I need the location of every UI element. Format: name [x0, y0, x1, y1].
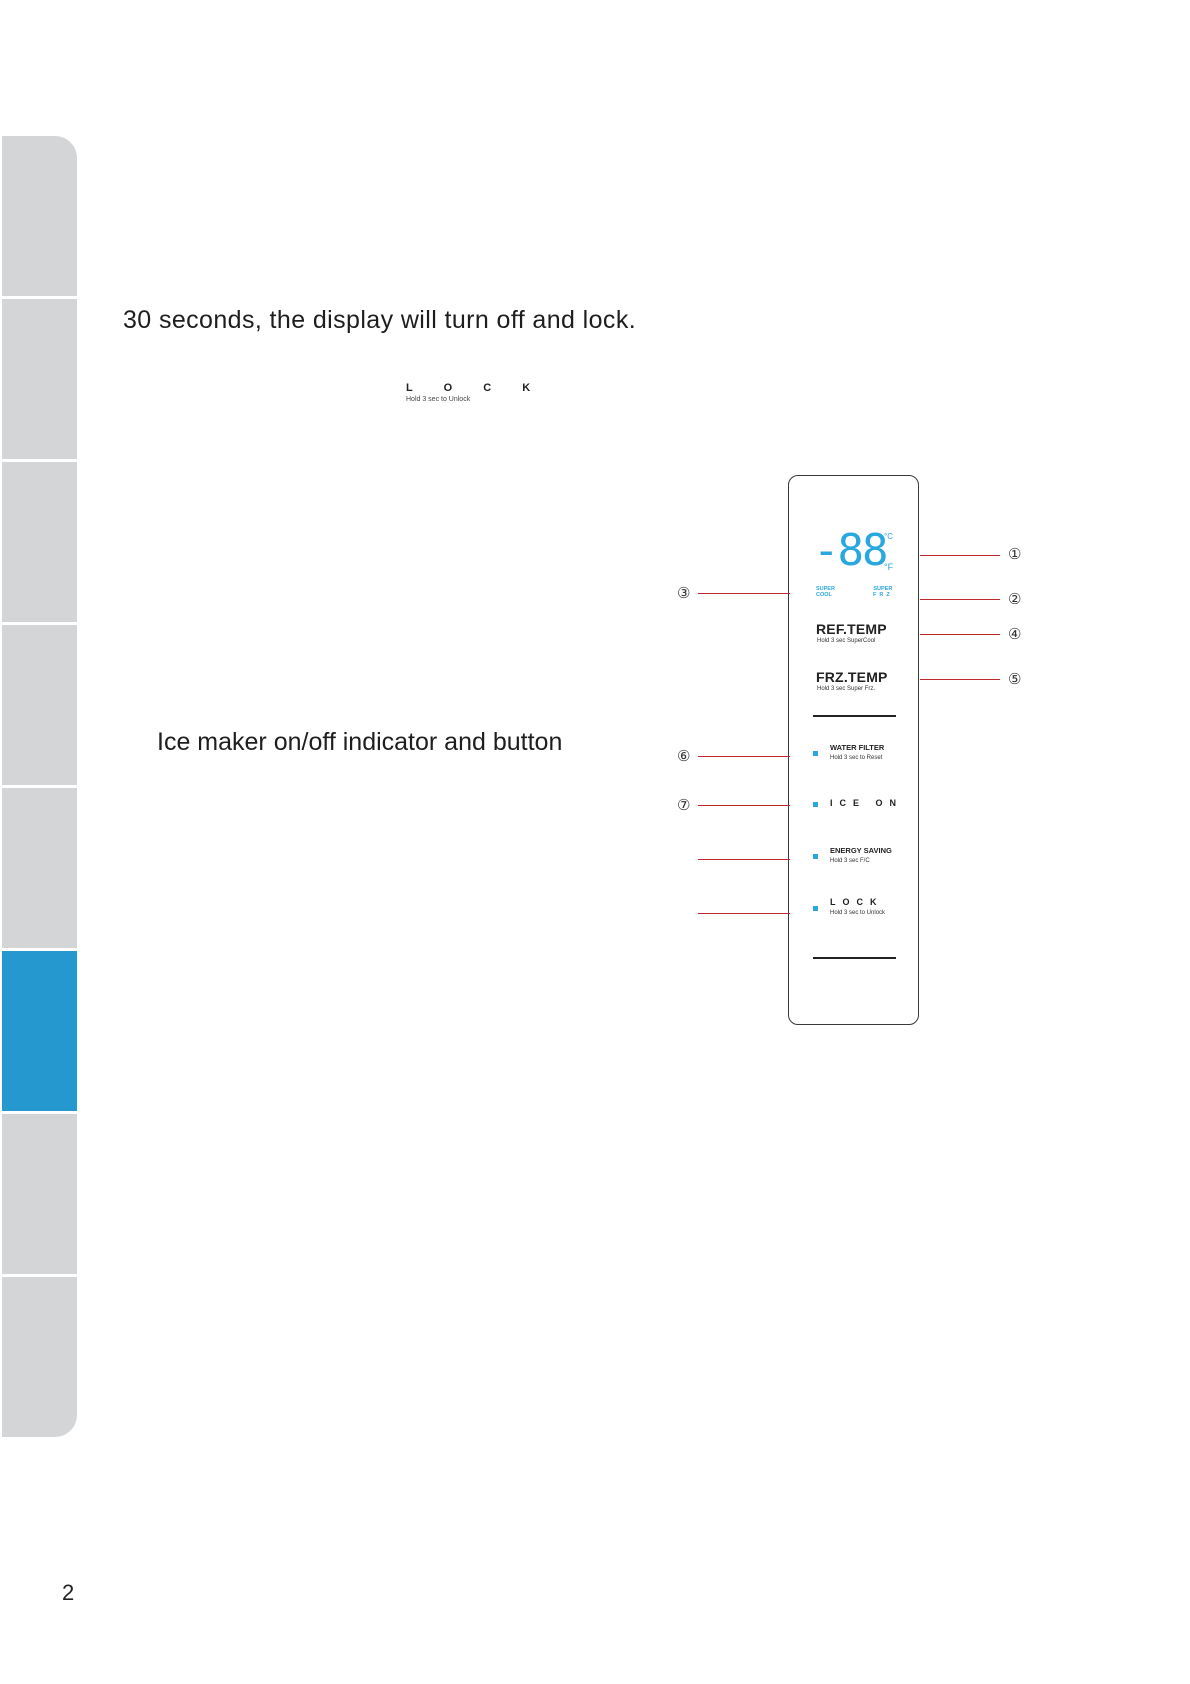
lock-sub: Hold 3 sec to Unlock [830, 910, 886, 916]
lock-indicator [813, 906, 818, 911]
lock-badge-illustration [406, 382, 544, 403]
section-tab-7[interactable] [2, 1114, 77, 1274]
super-frz-indicator [873, 586, 893, 598]
section-tab-3[interactable] [2, 462, 77, 622]
control-panel [788, 475, 919, 1025]
section-tab-1[interactable] [2, 136, 77, 296]
ref-temp-sub: Hold 3 sec SuperCool [817, 638, 876, 644]
leader-line-5 [920, 679, 1000, 680]
super-frz-line2: FRZ [873, 592, 893, 599]
ice-on-button[interactable]: ICE ON [830, 798, 904, 808]
lock-badge-sub: Hold 3 sec to Unlock [406, 396, 471, 403]
leader-line-2 [920, 599, 1000, 600]
leader-line-6 [698, 756, 790, 757]
leader-line-4 [920, 634, 1000, 635]
energy-saving-sub: Hold 3 sec F/C [830, 858, 870, 864]
callout-4: ④ [1008, 625, 1022, 643]
super-frz-line1: SUPER [873, 586, 893, 592]
leader-line-8 [698, 859, 790, 860]
leader-line-9 [698, 913, 790, 914]
energy-saving-indicator [813, 854, 818, 859]
lock-button[interactable]: LOCK [830, 897, 884, 907]
leader-line-1 [920, 555, 1000, 556]
intro-text: 30 seconds, the display will turn off and lock. [123, 306, 637, 334]
callout-1: ① [1008, 545, 1022, 563]
callout-2: ② [1008, 590, 1022, 608]
section-tab-6-active[interactable] [2, 951, 77, 1111]
callout-3: ③ [677, 584, 691, 602]
ice-maker-description: Ice maker on/off indicator and button [157, 728, 563, 756]
unit-celsius: °C [884, 532, 893, 541]
energy-saving-button[interactable]: ENERGY SAVING [830, 846, 892, 855]
super-cool-line2: COOL [816, 592, 832, 599]
leader-line-7 [698, 805, 790, 806]
callout-7: ⑦ [677, 796, 691, 814]
super-cool-indicator [816, 586, 835, 598]
water-filter-sub: Hold 3 sec to Reset [830, 755, 883, 761]
section-tab-8[interactable] [2, 1277, 77, 1437]
super-cool-line1: SUPER [816, 586, 835, 592]
leader-line-3 [698, 593, 790, 594]
frz-temp-button[interactable]: FRZ.TEMP [816, 669, 888, 685]
section-tab-strip [2, 136, 77, 1446]
frz-temp-sub: Hold 3 sec Super Frz. [817, 686, 876, 692]
section-tab-2[interactable] [2, 299, 77, 459]
section-tab-4[interactable] [2, 625, 77, 785]
callout-5: ⑤ [1008, 670, 1022, 688]
callout-6: ⑥ [677, 747, 691, 765]
panel-divider-top [813, 715, 896, 717]
lock-badge-label: L O C K [406, 382, 545, 394]
unit-fahrenheit: °F [884, 562, 894, 572]
temperature-display: -88 [813, 525, 887, 576]
panel-divider-bottom [813, 957, 896, 959]
ref-temp-button[interactable]: REF.TEMP [816, 621, 887, 637]
page-number: 2 [62, 1580, 75, 1605]
section-tab-5[interactable] [2, 788, 77, 948]
ice-on-indicator [813, 802, 818, 807]
water-filter-button[interactable]: WATER FILTER [830, 743, 885, 752]
water-filter-indicator [813, 751, 818, 756]
